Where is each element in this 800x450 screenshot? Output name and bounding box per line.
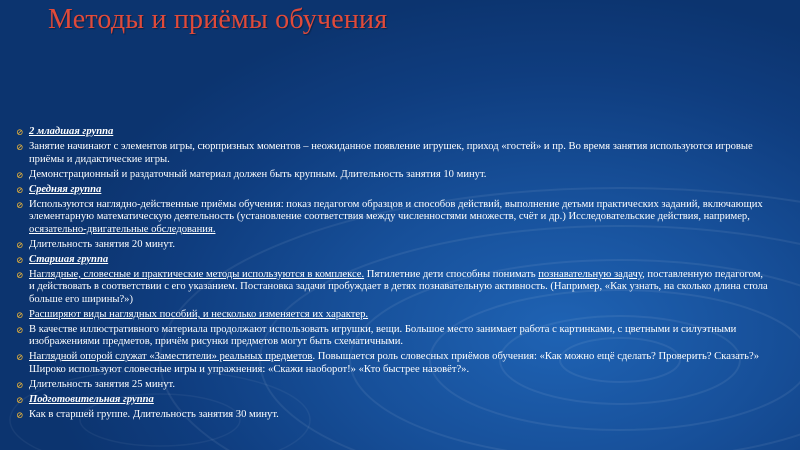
group-heading [16,184,768,197]
list-item [16,239,768,252]
body-text: Как в старшей группе. Длительность занятия 30 минут. [29,408,279,420]
body-text: . Повышается роль словесных приёмов обучения: «Как можно ещё сделать? Проверить? Сказать?» Широко используют словесные игры и упражнения: «Скажи наоборот!» «Кто быстрее назовёт?». [29,351,760,375]
group-heading-text: Подготовительная группа [29,393,154,405]
list-item [16,141,768,166]
bullet-icon: ⊘ [16,254,24,265]
body-text: Длительность занятия 25 минут. [29,378,175,390]
list-item [16,324,768,349]
bullet-icon: ⊘ [16,127,24,137]
body-text: Демонстрационный и раздаточный материал должен быть крупным. Длительность занятия 10 минут. [29,168,487,180]
body-text: Используются наглядно-действенные приёмы обучения: показ педагогом образцов и способов действий, выполнение детьми практических заданий, включающих элементарную математическую деятельность (установление соответствия между численностями множеств, счёт и др.) Исследовательские действия, например, [29,198,763,223]
body-text: Занятие начинают с элементов игры, сюрпризных моментов – неожиданное появление игрушек, приход «гостей» и пр. Во время занятия используются игровые приёмы и дидактические игры. [29,140,753,165]
emphasized-text: Наглядной опорой служат «Заместители» реальных предметов [29,351,313,363]
list-item [16,379,768,392]
emphasized-text: познавательную задачу [538,268,643,280]
bullet-icon: ⊘ [16,352,24,363]
group-heading-text: Старшая группа [29,253,109,265]
bullet-icon: ⊘ [16,269,24,280]
bullet-icon: ⊘ [16,409,24,420]
bullet-icon: ⊘ [16,239,24,250]
emphasized-text: Наглядные, словесные и практические методы используются в комплексе. [29,268,365,280]
body-text: , поставленную педагогом, и действовать в соответствии с его указанием. Постановка задачи пробуждает в детях познавательную активность. (Например, «Как узнать, на сколько длина стола больше его ширины?») [29,268,768,305]
group-heading-text: Средняя группа [29,183,102,195]
list-item [16,309,768,322]
slide-title: Методы и приёмы обучения [48,4,388,35]
bullet-icon: ⊘ [16,379,24,390]
list-item [16,351,768,376]
bullet-icon: ⊘ [16,394,24,405]
body-text: В качестве иллюстративного материала продолжают использовать игрушки, вещи. Большое место занимает работа с картинками, с цветными и силуэтными изображениями предметов, причём рисунки предметов могут быть схематичными. [29,323,737,348]
bullet-icon: ⊘ [16,169,24,180]
list-item [16,169,768,182]
group-heading [16,126,768,139]
bullet-icon: ⊘ [16,199,24,210]
slide-content [16,126,768,424]
group-heading [16,254,768,267]
bullet-icon: ⊘ [16,184,24,195]
group-heading-text: 2 младшая группа [29,126,114,137]
emphasized-text: Расширяют виды наглядных пособий, и несколько изменяется их характер. [29,308,369,320]
list-item [16,409,768,422]
emphasized-text: осязательно-двигательные обследования. [29,223,216,235]
body-text: Длительность занятия 20 минут. [29,238,175,250]
body-text: Пятилетние дети способны понимать [364,268,539,280]
bullet-icon: ⊘ [16,309,24,320]
list-item [16,269,768,307]
bullet-icon: ⊘ [16,141,24,152]
bullet-icon: ⊘ [16,324,24,335]
list-item [16,199,768,237]
group-heading [16,394,768,407]
